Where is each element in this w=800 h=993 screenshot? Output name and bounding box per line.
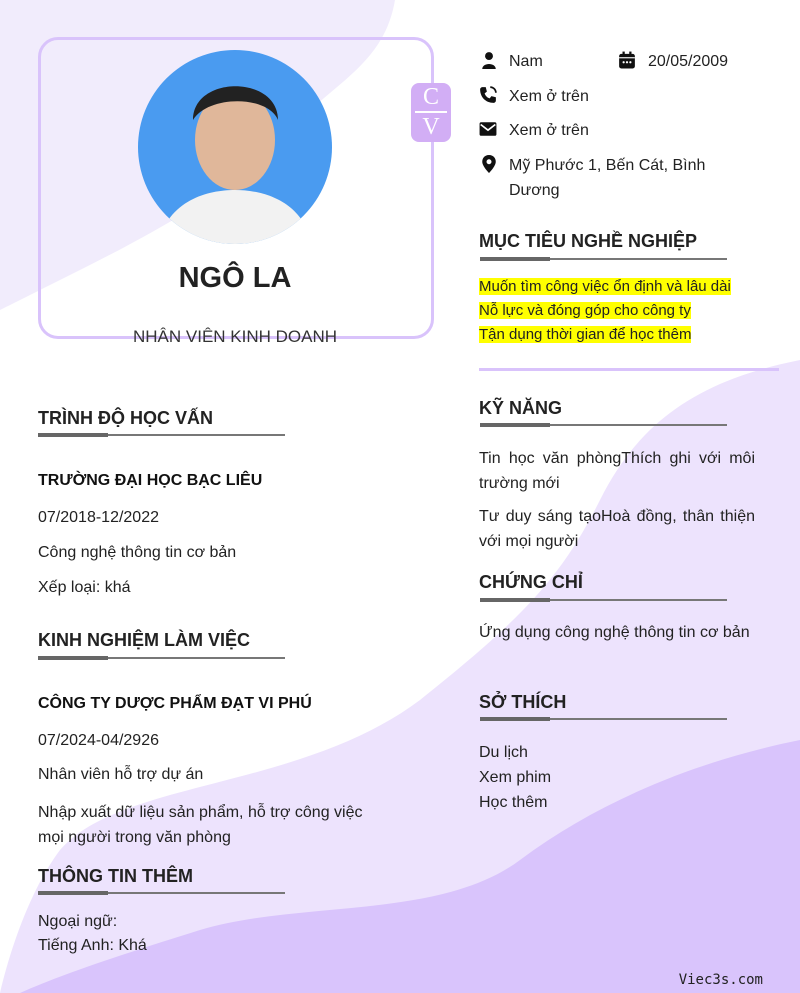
birthday: 20/05/2009 xyxy=(648,53,729,70)
experience-heading: KINH NGHIỆM LÀM VIỆC xyxy=(38,630,251,650)
objective-heading: MỤC TIÊU NGHỀ NGHIỆP xyxy=(479,231,698,251)
calendar-icon xyxy=(618,51,636,69)
hobby-item: Học thêm xyxy=(479,794,548,811)
heading-rule xyxy=(480,424,727,426)
user-icon xyxy=(480,51,498,69)
avatar-icon xyxy=(138,50,332,244)
experience-role: Nhân viên hỗ trợ dự án xyxy=(38,766,204,783)
certificates-heading: CHỨNG CHỈ xyxy=(479,572,583,592)
heading-rule xyxy=(38,434,285,436)
objective-list xyxy=(479,275,731,347)
certificate-item: Ứng dụng công nghệ thông tin cơ bản xyxy=(479,624,750,641)
cv-badge-c: C xyxy=(422,84,439,110)
job-title: NHÂN VIÊN KINH DOANH xyxy=(132,327,338,346)
cv-badge-v: V xyxy=(422,114,440,140)
education-major: Công nghệ thông tin cơ bản xyxy=(38,544,237,561)
company-name: CÔNG TY DƯỢC PHẨM ĐẠT VI PHÚ xyxy=(38,695,312,712)
email-icon xyxy=(479,120,497,138)
skill-item: Tư duy sáng tạoHoà đồng, thân thiện với mọi người xyxy=(479,508,755,550)
hobbies-list xyxy=(479,740,551,815)
hobbies-heading: SỞ THÍCH xyxy=(479,692,567,712)
hobby-item: Xem phim xyxy=(479,769,552,786)
phone-icon xyxy=(479,86,497,104)
school-name: TRƯỜNG ĐẠI HỌC BẠC LIÊU xyxy=(38,472,263,489)
email: Xem ở trên xyxy=(509,122,589,139)
candidate-name: NGÔ LA xyxy=(178,262,292,294)
skills-heading: KỸ NĂNG xyxy=(479,398,563,418)
objective-line: Nỗ lực và đóng góp cho công ty xyxy=(479,302,691,319)
heading-rule xyxy=(38,657,285,659)
heading-rule xyxy=(480,599,727,601)
footer-brand: Viec3s.com xyxy=(678,972,763,988)
phone: Xem ở trên xyxy=(509,88,589,105)
extra-heading: THÔNG TIN THÊM xyxy=(38,866,193,886)
objective-line: Muốn tìm công việc ổn định và lâu dài xyxy=(479,278,731,295)
hobby-item: Du lịch xyxy=(479,744,528,761)
cv-badge xyxy=(411,83,451,142)
address: Mỹ Phước 1, Bến Cát, Bình Dương xyxy=(509,157,706,199)
heading-rule xyxy=(480,258,727,260)
gender: Nam xyxy=(509,53,543,70)
heading-rule xyxy=(480,718,727,720)
experience-period: 07/2024-04/2926 xyxy=(38,732,159,749)
education-grade: Xếp loại: khá xyxy=(38,579,131,596)
objective-line: Tận dụng thời gian để học thêm xyxy=(479,326,692,343)
location-icon xyxy=(480,155,498,173)
education-heading: TRÌNH ĐỘ HỌC VẤN xyxy=(38,408,213,428)
heading-rule xyxy=(38,892,285,894)
extra-list xyxy=(38,910,147,958)
extra-line: Ngoại ngữ: xyxy=(38,913,118,930)
profile-photo xyxy=(138,50,332,244)
experience-description: Nhập xuất dữ liệu sản phẩm, hỗ trợ công việc mọi người trong văn phòng xyxy=(38,804,363,846)
education-period: 07/2018-12/2022 xyxy=(38,509,159,526)
extra-line: Tiếng Anh: Khá xyxy=(38,937,147,954)
skill-item: Tin học văn phòngThích ghi với môi trường mới xyxy=(479,450,755,492)
